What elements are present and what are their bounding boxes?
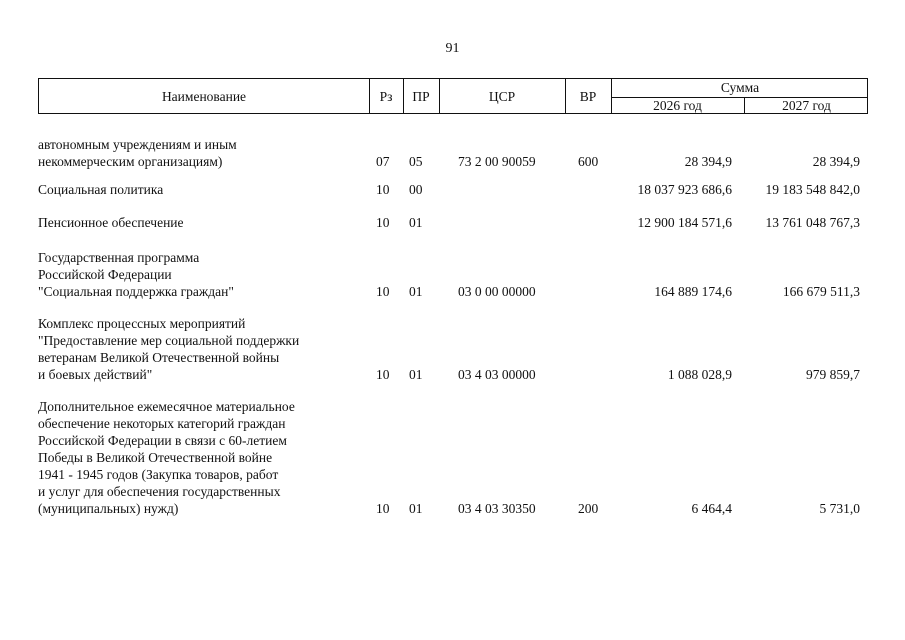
- row-name: Государственная программа Российской Федерации "Социальная поддержка граждан": [38, 250, 234, 299]
- row-rz: 10: [376, 284, 390, 299]
- table-header: [38, 78, 868, 114]
- header-rz: Рз: [379, 89, 393, 104]
- row-rz: 10: [376, 215, 390, 230]
- row-sum-2027: 28 394,9: [812, 154, 860, 169]
- row-csr: 03 4 03 30350: [458, 501, 536, 516]
- header-name: Наименование: [161, 89, 247, 104]
- row-sum-2027: 19 183 548 842,0: [765, 182, 860, 197]
- header-vr: ВР: [579, 89, 597, 104]
- row-pr: 01: [409, 284, 423, 299]
- row-sum-2026: 18 037 923 686,6: [637, 182, 732, 197]
- table-row: [0, 214, 905, 231]
- row-name: Пенсионное обеспечение: [38, 215, 184, 230]
- row-name: Комплекс процессных мероприятий "Предоставление мер социальной поддержки ветеранам Великой Отечественной войны и боевых действий": [38, 316, 300, 382]
- row-sum-2026: 12 900 184 571,6: [637, 215, 732, 230]
- row-name: Социальная политика: [38, 182, 164, 197]
- page-number: 91: [445, 41, 460, 56]
- row-name: Дополнительное ежемесячное материальное обеспечение некоторых категорий граждан Российской Федерации в связи с 60-летием Победы в Великой Отечественной войне 1941 - 1945 годов (Закупка товаров, работ и услуг для обеспечения государственных (муниципальных) нужд): [38, 399, 295, 516]
- row-csr: 03 0 00 00000: [458, 284, 536, 299]
- row-vr: 200: [578, 501, 599, 516]
- row-sum-2026: 6 464,4: [691, 501, 732, 516]
- header-sum: Сумма: [720, 80, 760, 95]
- row-sum-2027: 5 731,0: [819, 501, 860, 516]
- row-rz: 07: [376, 154, 390, 169]
- row-sum-2026: 1 088 028,9: [667, 367, 732, 382]
- row-sum-2026: 164 889 174,6: [654, 284, 732, 299]
- row-sum-2026: 28 394,9: [684, 154, 732, 169]
- row-pr: 00: [409, 182, 423, 197]
- row-pr: 01: [409, 215, 423, 230]
- header-pr: ПР: [412, 89, 430, 104]
- row-csr: 73 2 00 90059: [458, 154, 536, 169]
- row-sum-2027: 979 859,7: [806, 367, 860, 382]
- row-name: автономным учреждениям и иным некоммерческим организациям): [38, 137, 237, 169]
- row-rz: 10: [376, 182, 390, 197]
- row-csr: 03 4 03 00000: [458, 367, 536, 382]
- table-row: [0, 249, 905, 300]
- header-csr: ЦСР: [488, 89, 516, 104]
- row-rz: 10: [376, 501, 390, 516]
- row-rz: 10: [376, 367, 390, 382]
- header-year-2027: 2027 год: [782, 98, 831, 113]
- row-pr: 01: [409, 501, 423, 516]
- row-pr: 05: [409, 154, 423, 169]
- table-row: [0, 136, 905, 170]
- row-pr: 01: [409, 367, 423, 382]
- row-vr: 600: [578, 154, 599, 169]
- row-sum-2027: 13 761 048 767,3: [765, 215, 860, 230]
- table-row: [0, 181, 905, 198]
- table-row: [0, 315, 905, 383]
- table-row: [0, 398, 905, 517]
- row-sum-2027: 166 679 511,3: [782, 284, 860, 299]
- header-year-2026: 2026 год: [653, 98, 702, 113]
